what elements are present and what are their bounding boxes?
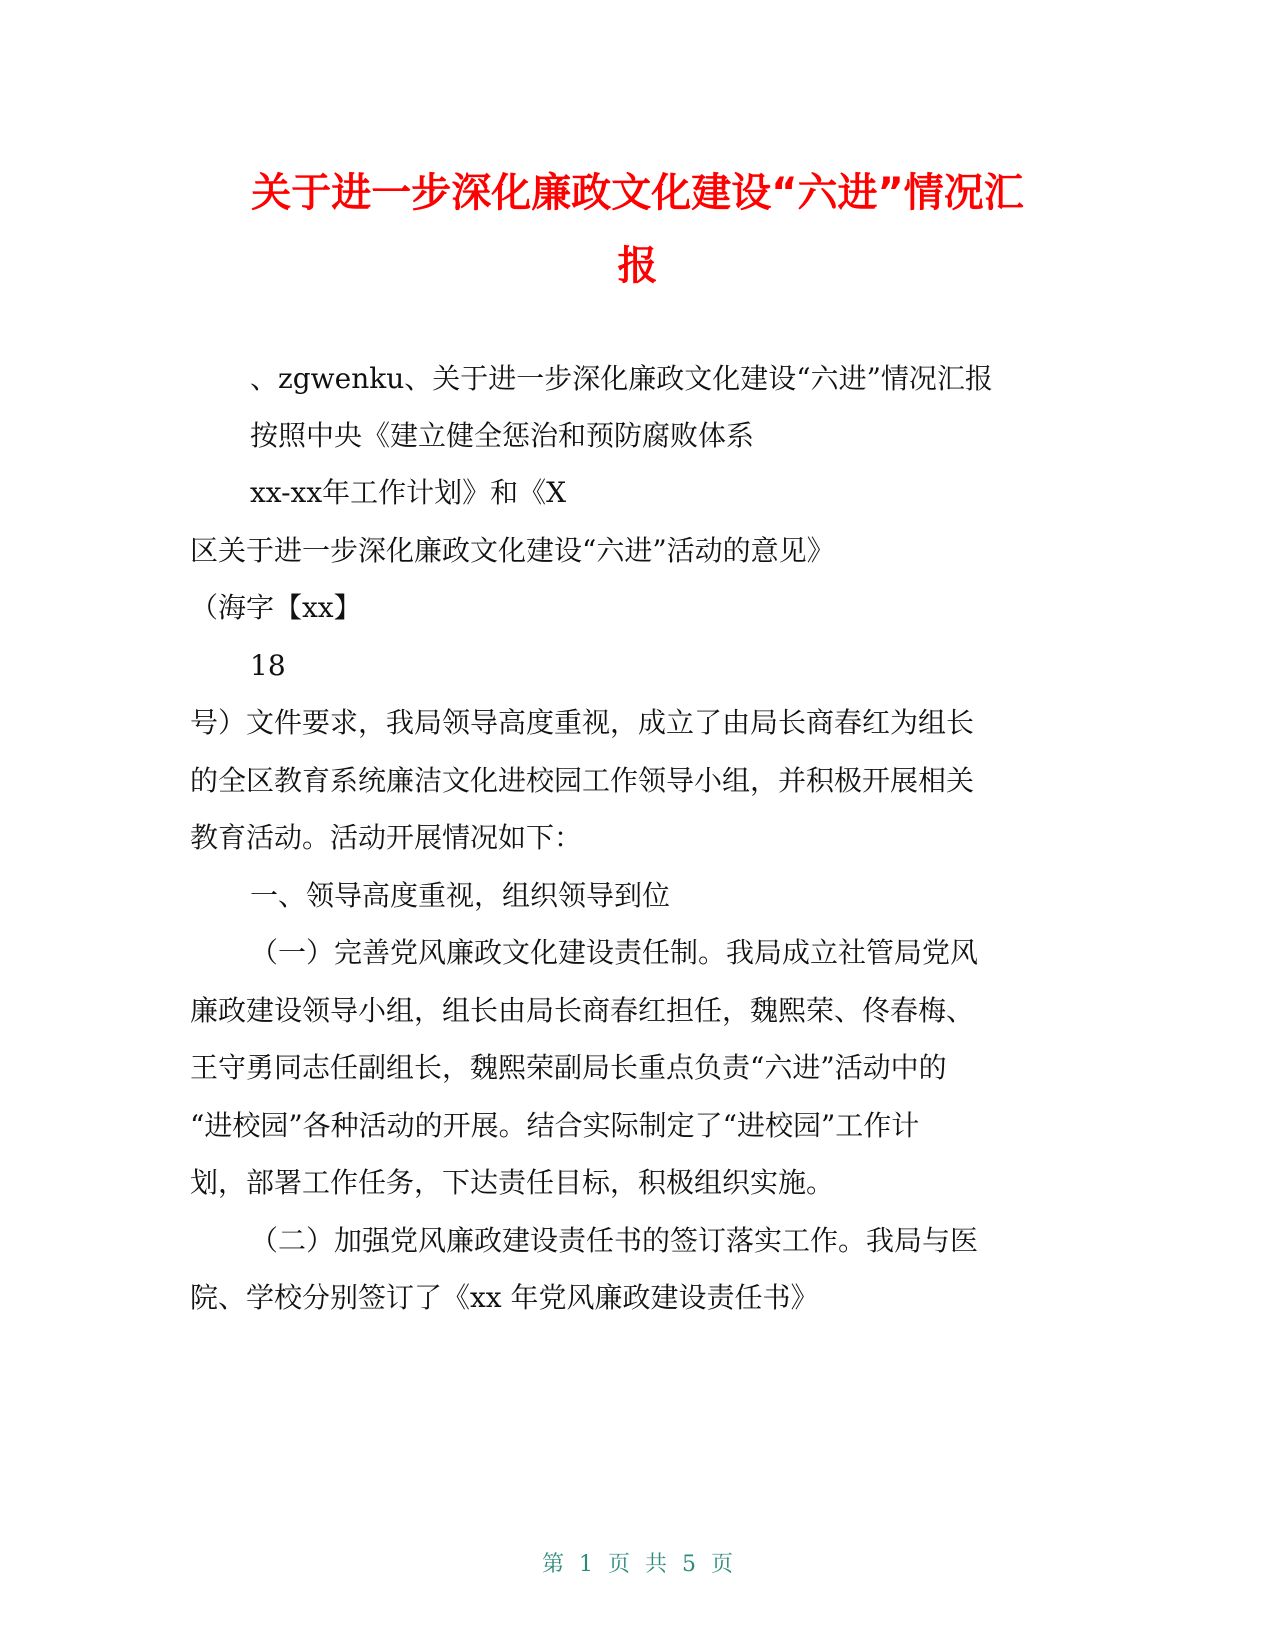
body-line: 、zgwenku、关于进一步深化廉政文化建设“六进”情况汇报 [250, 362, 993, 395]
page-footer: 第 1 页 共 5 页 [542, 1552, 733, 1577]
body-line: 廉政建设领导小组，组长由局长商春红担任，魏熙荣、佟春梅、 [190, 994, 975, 1027]
document-title-line-1: 关于进一步深化廉政文化建设“六进”情况汇 [251, 170, 1024, 216]
body-line: （海字【xx】 [190, 591, 362, 624]
body-line: （二）加强党风廉政建设责任书的签订落实工作。我局与医 [250, 1224, 979, 1257]
body-line: 按照中央《建立健全惩治和预防腐败体系 [250, 419, 755, 452]
body-line: 18 [250, 649, 286, 682]
body-line: 教育活动。活动开展情况如下： [190, 821, 583, 854]
body-line: “进校园”各种活动的开展。结合实际制定了“进校园”工作计 [190, 1109, 920, 1142]
body-line: 院、学校分别签订了《xx 年党风廉政建设责任书》 [190, 1281, 819, 1314]
document-title-line-2: 报 [617, 243, 658, 289]
body-line: 划，部署工作任务，下达责任目标，积极组织实施。 [190, 1166, 835, 1199]
section-heading: 一、领导高度重视，组织领导到位 [250, 879, 671, 912]
body-line: （一）完善党风廉政文化建设责任制。我局成立社管局党风 [250, 936, 979, 969]
body-line: xx-xx年工作计划》和《X [250, 476, 567, 509]
body-line: 的全区教育系统廉洁文化进校园工作领导小组，并积极开展相关 [190, 764, 975, 797]
body-line: 号）文件要求，我局领导高度重视，成立了由局长商春红为组长 [190, 706, 975, 739]
body-line: 区关于进一步深化廉政文化建设“六进”活动的意见》 [190, 534, 835, 567]
body-line: 王守勇同志任副组长，魏熙荣副局长重点负责“六进”活动中的 [190, 1051, 947, 1084]
